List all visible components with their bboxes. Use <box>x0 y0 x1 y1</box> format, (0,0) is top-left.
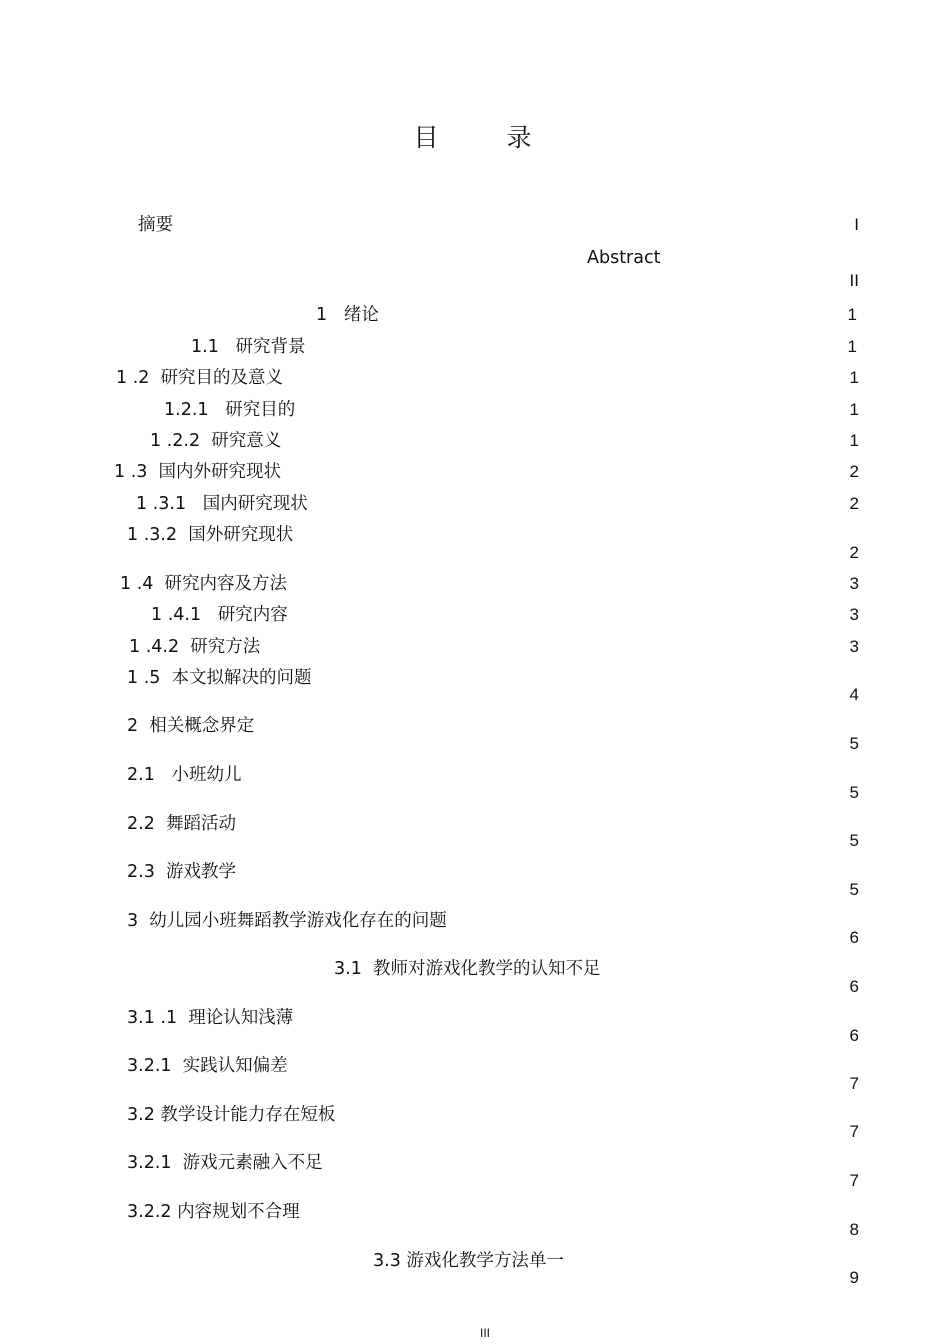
toc-page-number: 5 <box>849 831 859 850</box>
toc-page-number: 9 <box>849 1268 859 1287</box>
toc-page-number: 5 <box>849 734 859 753</box>
toc-page-number: I <box>854 215 859 234</box>
toc-page-number: 6 <box>849 1026 859 1045</box>
toc-entry: 2 相关概念界定 <box>127 716 255 736</box>
toc-entry: 1 .4.2 研究方法 <box>129 637 261 657</box>
toc-page-number: 6 <box>849 928 859 947</box>
toc-entry: 3.2.1 游戏元素融入不足 <box>127 1153 323 1173</box>
toc-entry: 3.2.2 内容规划不合理 <box>127 1202 300 1222</box>
toc-page-number: 4 <box>849 685 859 704</box>
toc-entry: 1 .2.2 研究意义 <box>150 431 282 451</box>
toc-entry: 1 .4 研究内容及方法 <box>120 574 288 594</box>
toc-entry: 3.1 .1 理论认知浅薄 <box>127 1008 294 1028</box>
toc-page-number: 6 <box>849 977 859 996</box>
toc-entry: 1 .3.1 国内研究现状 <box>136 494 308 514</box>
toc-page-number: II <box>849 271 859 290</box>
toc-entry: 1 .5 本文拟解决的问题 <box>127 668 312 688</box>
toc-entry: 3.2 教学设计能力存在短板 <box>127 1105 336 1125</box>
toc-entry: 1 .3.2 国外研究现状 <box>127 525 294 545</box>
toc-page-number: 2 <box>849 462 859 481</box>
toc-page-number: 3 <box>849 574 859 593</box>
page-footer-number: III <box>479 1326 490 1340</box>
toc-page-number: 7 <box>849 1171 859 1190</box>
toc-page-number: 5 <box>849 880 859 899</box>
toc-page-number: 1 <box>849 368 859 387</box>
toc-page-number: 2 <box>849 543 859 562</box>
toc-entry-abstract-cn: 摘要 <box>138 215 173 235</box>
toc-entry: 1 .2 研究目的及意义 <box>116 368 284 388</box>
toc-page-number: 1 <box>847 337 857 356</box>
toc-entry: 2.1 小班幼儿 <box>127 765 242 785</box>
toc-page-number: 1 <box>849 431 859 450</box>
page-title: 目 录 <box>413 123 562 152</box>
toc-entry: 1 .3 国内外研究现状 <box>114 462 282 482</box>
toc-page-number: 3 <box>849 637 859 656</box>
toc-page-number: 2 <box>849 494 859 513</box>
toc-entry: 1 .4.1 研究内容 <box>151 605 288 625</box>
toc-entry: 3.3 游戏化教学方法单一 <box>373 1251 564 1271</box>
toc-page-number: 7 <box>849 1122 859 1141</box>
toc-page-number: 1 <box>849 400 859 419</box>
toc-page-number: 3 <box>849 605 859 624</box>
toc-entry: 3 幼儿园小班舞蹈教学游戏化存在的问题 <box>127 911 447 931</box>
toc-entry: 2.3 游戏教学 <box>127 862 236 882</box>
toc-entry: 3.1 教师对游戏化教学的认知不足 <box>334 959 601 979</box>
toc-entry: 1.1 研究背景 <box>191 337 306 357</box>
toc-entry: 1.2.1 研究目的 <box>164 400 296 420</box>
toc-page-number: 5 <box>849 783 859 802</box>
toc-page-number: 7 <box>849 1074 859 1093</box>
toc-entry-abstract-en: Abstract <box>587 248 661 268</box>
toc-entry: 3.2.1 实践认知偏差 <box>127 1056 288 1076</box>
toc-page-number: 1 <box>847 305 857 324</box>
toc-entry: 1 绪论 <box>316 305 379 325</box>
toc-page-number: 8 <box>849 1220 859 1239</box>
toc-entry: 2.2 舞蹈活动 <box>127 814 236 834</box>
